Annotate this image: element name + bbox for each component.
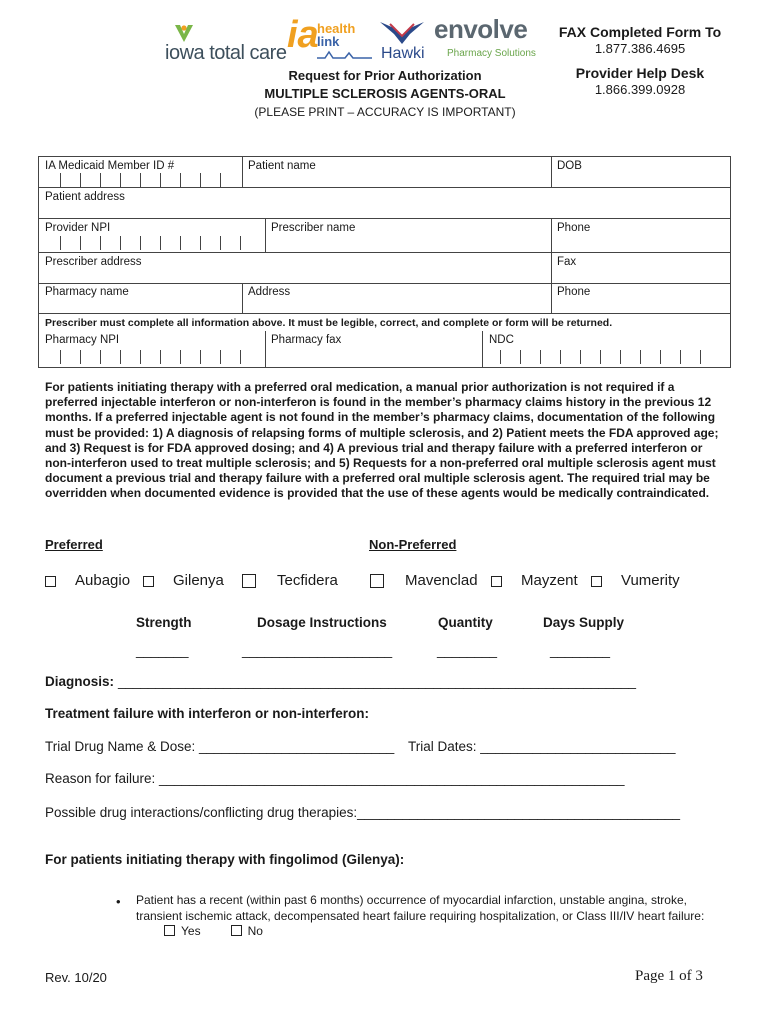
gilenya-criterion-text: Patient has a recent (within past 6 months) occurrence of myocardial infarction, unstable angina, stroke, transient ischemic attack, decompensated heart failure requiring hospitalization, or Class III/IV heart failure: (136, 893, 705, 923)
gilenya-section-heading: For patients initiating therapy with fingolimod (Gilenya): (45, 852, 405, 867)
ia-logo-letters: ia (287, 14, 319, 56)
vumerity-checkbox[interactable] (591, 576, 602, 587)
tecfidera-label: Tecfidera (277, 572, 338, 589)
envolve-logo-text: envolve (434, 14, 528, 44)
gilenya-checkbox[interactable] (143, 576, 154, 587)
reason-for-failure-field[interactable]: Reason for failure: ______________________________________________________________ (45, 771, 625, 786)
ndc-field[interactable] (483, 331, 730, 367)
patient-address-field[interactable] (39, 188, 730, 218)
ia-health-link-logo (287, 14, 377, 60)
trial-dates-field[interactable]: Trial Dates: __________________________ (408, 739, 676, 754)
aubagio-checkbox[interactable] (45, 576, 56, 587)
pharmacy-name-label: Pharmacy name (45, 286, 129, 298)
gilenya-no-label: No (247, 924, 263, 938)
gilenya-yes-label: Yes (181, 924, 201, 938)
help-desk-number: 1.866.399.0928 (594, 82, 686, 97)
iowa-total-care-logo (165, 22, 287, 64)
days-supply-heading: Days Supply (543, 615, 625, 630)
hawki-logo-text: Hawki (381, 45, 425, 62)
ia-logo-link: link (317, 34, 340, 49)
preferred-heading: Preferred (45, 537, 103, 552)
form-print-note: (PLEASE PRINT – ACCURACY IS IMPORTANT) (254, 105, 516, 119)
prescriber-phone-field[interactable] (552, 218, 730, 252)
mavenclad-checkbox[interactable] (370, 574, 384, 588)
dosage-instructions-heading: Dosage Instructions (257, 615, 387, 630)
help-desk-title: Provider Help Desk (575, 65, 705, 81)
days-supply-blank[interactable]: ________ (550, 643, 611, 658)
pharmacy-address-field[interactable] (243, 284, 550, 313)
provider-npi-field[interactable] (39, 218, 265, 252)
fax-number: 1.877.386.4695 (594, 41, 686, 56)
bullet-marker: • (116, 894, 121, 909)
tecfidera-checkbox[interactable] (242, 574, 256, 588)
diagnosis-blank[interactable]: _____________________________________________________________________ (118, 674, 637, 689)
patient-name-label: Patient name (248, 160, 316, 172)
patient-name-field[interactable] (243, 157, 550, 187)
envolve-logo-subtitle: Pharmacy Solutions (447, 48, 536, 59)
trial-drug-field[interactable]: Trial Drug Name & Dose: __________________________ (45, 739, 395, 754)
pharmacy-npi-label: Pharmacy NPI (45, 334, 120, 346)
aubagio-label: Aubagio (75, 572, 131, 589)
envolve-logo (434, 14, 539, 62)
pharmacy-phone-label: Phone (557, 286, 591, 298)
hawki-logo (378, 20, 428, 64)
prescriber-notice: Prescriber must complete all information above. It must be legible, correct, and complete or form will be returned. (45, 317, 613, 329)
fax-title: FAX Completed Form To (558, 24, 722, 40)
prescriber-name-field[interactable] (266, 218, 550, 252)
ndc-label: NDC (489, 334, 514, 346)
ia-logo-health: health (317, 21, 356, 36)
member-id-label: IA Medicaid Member ID # (45, 160, 175, 172)
criteria-paragraph: For patients initiating therapy with a preferred oral medication, a manual prior authorization is not required if a preferred injectable interferon or non-interferon is found in the member’s pharmacy claims history in the previous 12 months. If a preferred injectable agent is not found in the member’s pharmacy claims, documentation of the following must be provided: 1) A diagnosis of relapsing forms of multiple sclerosis, and 2) Patient meets the FDA approved age; and 3) Request is for FDA approved dosing; and 4) A previous trial and therapy failure with a preferred interferon or non-interferon used to treat multiple sclerosis; and 5) Requests for a non-preferred oral multiple sclerosis agent must document a previous trial and therapy failure with a preferred oral multiple sclerosis agent. The required trial may be overridden when documented evidence is provided that the use of these agents would be medically contraindicated. (45, 380, 719, 501)
mavenclad-label: Mavenclad (405, 572, 478, 589)
member-information-grid (38, 156, 731, 368)
dob-field[interactable] (552, 157, 730, 187)
quantity-blank[interactable]: ________ (437, 643, 498, 658)
pharmacy-phone-field[interactable] (552, 284, 730, 313)
phone-label: Phone (557, 222, 591, 234)
pharmacy-fax-label: Pharmacy fax (271, 334, 342, 346)
page-number: Page 1 of 3 (635, 968, 703, 984)
strength-blank[interactable]: _______ (136, 643, 189, 658)
fax-label: Fax (557, 256, 577, 268)
pharmacy-fax-field[interactable] (266, 331, 482, 367)
patient-address-label: Patient address (45, 191, 125, 203)
gilenya-label: Gilenya (173, 572, 224, 589)
iowa-total-care-mark-icon (173, 22, 195, 44)
prescriber-address-label: Prescriber address (45, 256, 142, 268)
prescriber-fax-field[interactable] (552, 253, 730, 283)
pharmacy-npi-field[interactable] (39, 331, 265, 367)
provider-npi-label: Provider NPI (45, 222, 111, 234)
pharmacy-address-label: Address (248, 286, 291, 298)
diagnosis-label: Diagnosis: (45, 674, 115, 689)
non-preferred-heading: Non-Preferred (369, 537, 457, 552)
mayzent-checkbox[interactable] (491, 576, 502, 587)
ia-logo-wave-icon (317, 50, 372, 60)
revision-date: Rev. 10/20 (45, 970, 107, 985)
vumerity-label: Vumerity (621, 572, 680, 589)
treatment-failure-heading: Treatment failure with interferon or non-interferon: (45, 706, 370, 721)
gilenya-no-checkbox[interactable] (231, 925, 242, 936)
drug-interactions-field[interactable]: Possible drug interactions/conflicting drug therapies:___________________________________________ (45, 805, 681, 820)
dob-label: DOB (557, 160, 582, 172)
strength-heading: Strength (136, 615, 192, 630)
quantity-heading: Quantity (438, 615, 493, 630)
pharmacy-name-field[interactable] (39, 284, 242, 313)
form-subtitle: MULTIPLE SCLEROSIS AGENTS-ORAL (264, 86, 506, 101)
prescriber-address-field[interactable] (39, 253, 550, 283)
dosage-instructions-blank[interactable]: ____________________ (242, 643, 393, 658)
form-title: Request for Prior Authorization (288, 68, 482, 83)
iowa-total-care-logo-text: iowa total care (165, 42, 287, 64)
gilenya-criterion (136, 893, 726, 940)
gilenya-yes-checkbox[interactable] (164, 925, 175, 936)
member-id-field[interactable] (39, 157, 242, 187)
prescriber-name-label: Prescriber name (271, 222, 356, 234)
hawk-icon (380, 20, 424, 46)
mayzent-label: Mayzent (521, 572, 578, 589)
